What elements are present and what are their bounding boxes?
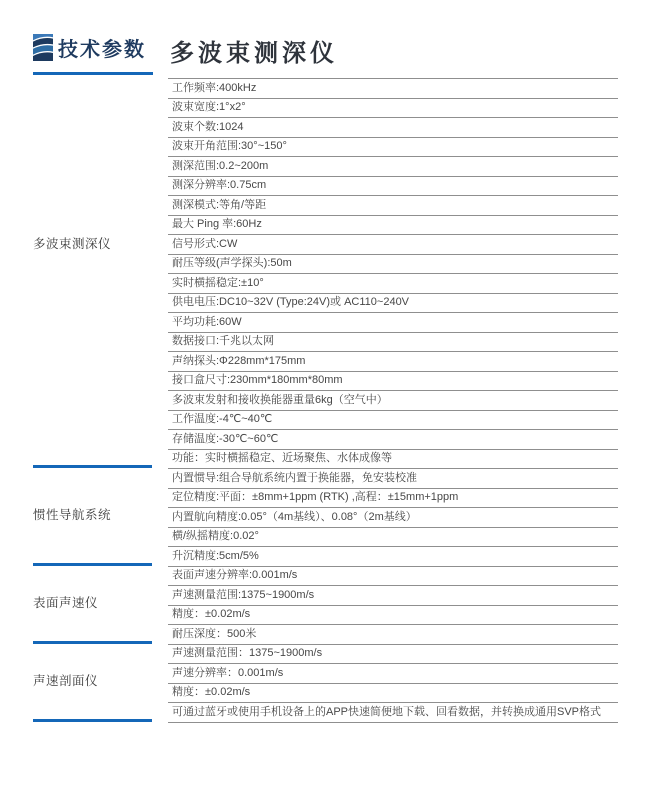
spec-row [168, 684, 618, 704]
spec-text: 表面声速分辨率:0.001m/s [172, 569, 298, 582]
spec-text: 声速测量范围:1375~1900m/s [172, 588, 315, 601]
spec-text: 存储温度:-30℃~60℃ [172, 432, 279, 445]
spec-text: 耐压等级(声学探头):50m [172, 257, 292, 270]
category-label: 惯性导航系统 [33, 508, 112, 522]
spec-text: 实时横摇稳定:±10° [172, 276, 264, 289]
spec-text: 供电电压:DC10~32V (Type:24V)或 AC110~240V [172, 296, 410, 309]
spec-row [168, 567, 618, 587]
category-section [33, 644, 152, 722]
spec-text: 工作温度:-4℃~40℃ [172, 413, 273, 426]
spec-text: 平均功耗:60W [172, 315, 242, 328]
spec-text: 声速分辨率：0.001m/s [172, 666, 284, 679]
section-heading: 技术参数 [58, 39, 146, 61]
spec-text: 内置航向精度:0.05°（4m基线）、0.08°（2m基线） [172, 510, 417, 523]
spec-row [168, 216, 618, 236]
spec-text: 信号形式:CW [172, 237, 238, 250]
category-section [33, 566, 152, 644]
spec-row [168, 333, 618, 353]
spec-row [168, 313, 618, 333]
category-label: 表面声速仪 [33, 595, 99, 610]
spec-text: 波束宽度:1°x2° [172, 101, 246, 114]
category-rail [33, 78, 152, 722]
spec-row [168, 138, 618, 158]
spec-row [168, 372, 618, 392]
spec-row [168, 430, 618, 450]
spec-text: 耐压深度：500米 [172, 627, 257, 640]
spec-text: 精度：±0.02m/s [172, 686, 251, 699]
spec-text: 内置惯导:组合导航系统内置于换能器，免安装校准 [172, 471, 418, 484]
spec-row [168, 664, 618, 684]
spec-row [168, 157, 618, 177]
spec-text: 最大 Ping 率:60Hz [172, 218, 262, 231]
spec-row [168, 489, 618, 509]
spec-row [168, 508, 618, 528]
spec-row [168, 703, 618, 723]
spec-row [168, 352, 618, 372]
spec-row [168, 586, 618, 606]
product-title: 多波束测深仪 [170, 40, 338, 67]
spec-text: 波束个数:1024 [172, 120, 244, 133]
category-section [33, 78, 152, 468]
spec-row [168, 294, 618, 314]
spec-text: 精度：±0.02m/s [172, 608, 251, 621]
spec-text: 波束开角范围:30°~150° [172, 140, 287, 153]
spec-row [168, 99, 618, 119]
spec-row [168, 547, 618, 567]
spec-text: 测深范围:0.2~200m [172, 159, 269, 172]
waves-logo-icon [33, 34, 53, 61]
spec-text: 横/纵摇精度:0.02° [172, 530, 259, 543]
spec-text: 定位精度:平面：±8mm+1ppm (RTK) ,高程：±15mm+1ppm [172, 491, 459, 504]
category-label: 多波束测深仪 [33, 237, 112, 252]
spec-text: 数据接口:千兆以太网 [172, 335, 275, 348]
spec-table [168, 78, 618, 723]
spec-row [168, 645, 618, 665]
spec-text: 接口盒尺寸:230mm*180mm*80mm [172, 374, 343, 387]
spec-text: 多波束发射和接收换能器重量6kg（空气中） [172, 393, 388, 406]
spec-text: 测深分辨率:0.75cm [172, 179, 267, 192]
spec-text: 声速测量范围：1375~1900m/s [172, 647, 323, 660]
spec-row [168, 118, 618, 138]
spec-row [168, 625, 618, 645]
spec-row [168, 469, 618, 489]
spec-row [168, 391, 618, 411]
spec-row [168, 411, 618, 431]
spec-row [168, 528, 618, 548]
spec-row [168, 79, 618, 99]
spec-text: 升沉精度:5cm/5% [172, 549, 259, 562]
spec-row [168, 606, 618, 626]
spec-text: 可通过蓝牙或使用手机设备上的APP快速简便地下载、回看数据，并转换成通用SVP格式 [172, 705, 602, 718]
spec-text: 功能：实时横摇稳定、近场聚焦、水体成像等 [172, 452, 392, 465]
spec-row [168, 196, 618, 216]
spec-row [168, 235, 618, 255]
spec-text: 工作频率:400kHz [172, 81, 257, 94]
spec-row [168, 255, 618, 275]
category-label: 声速剖面仪 [33, 673, 99, 688]
spec-text: 测深模式:等角/等距 [172, 198, 267, 211]
spec-row [168, 274, 618, 294]
spec-row [168, 450, 618, 470]
category-section [33, 468, 152, 566]
spec-text: 声纳探头:Φ228mm*175mm [172, 354, 306, 367]
spec-row [168, 177, 618, 197]
heading-underline [33, 72, 153, 75]
